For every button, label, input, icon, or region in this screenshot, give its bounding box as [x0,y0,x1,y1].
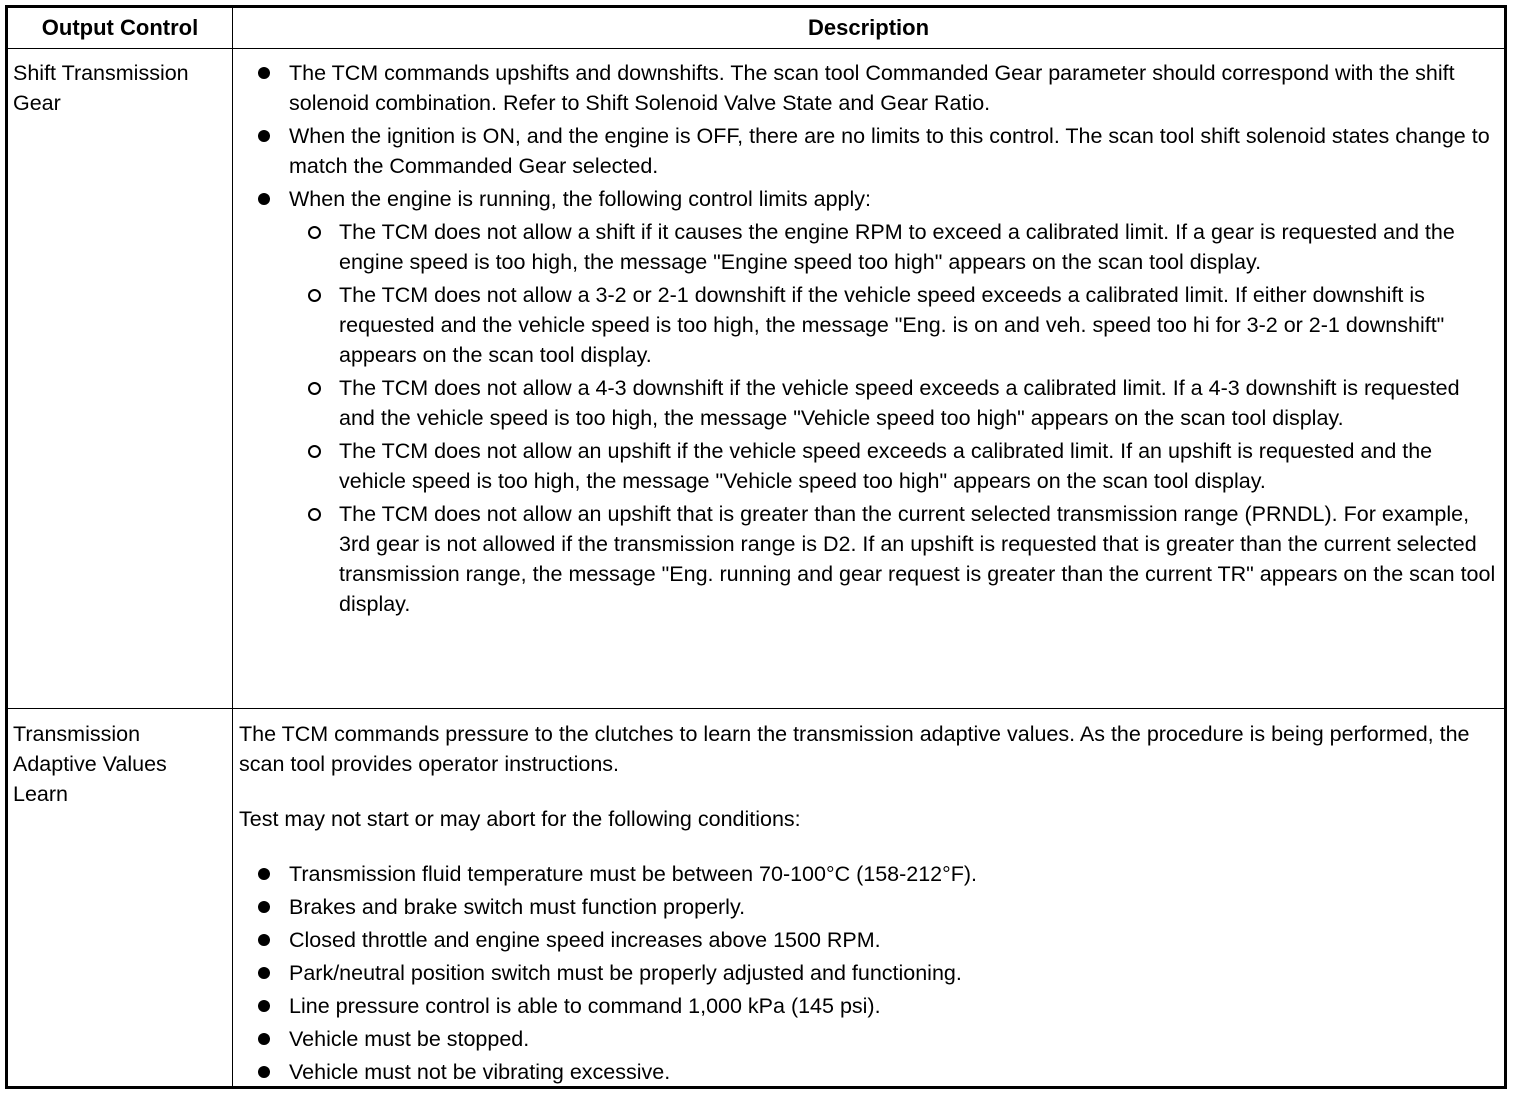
sub-list-item [239,499,1500,619]
sub-list-item [239,217,1500,277]
column-header-output-control: Output Control [41,15,199,40]
list-item [239,184,1500,214]
list-item [239,121,1500,181]
bullet-icon [258,1033,270,1045]
list-item-text: The TCM commands upshifts and downshifts. The scan tool Commanded Gear parameter should correspond with the shift solenoid combination. Refer to Shift Solenoid Valve State and Gear Ratio. [289,61,1455,115]
list-item-text: Brakes and brake switch must function properly. [289,895,746,919]
hollow-bullet-icon [308,508,321,521]
sub-list-item [239,436,1500,496]
sub-list-item-text: The TCM does not allow an upshift that is greater than the current selected transmission range (PRNDL). For example, 3rd gear is not allowed if the transmission range is D2. If an upshift is requested that is greater than the current selected transmission range, the message "Eng. running and gear request is greater than the current TR" appears on the scan tool display. [339,502,1496,616]
hollow-bullet-icon [308,226,321,239]
sub-list-item-text: The TCM does not allow a 4-3 downshift if the vehicle speed exceeds a calibrated limit. If a 4-3 downshift is requested and the vehicle speed is too high, the message "Vehicle speed too high" appears on the scan tool display. [339,376,1460,430]
row-divider [8,708,1504,709]
sub-list-item-text: The TCM does not allow a 3-2 or 2-1 downshift if the vehicle speed exceeds a calibrated limit. If either downshift is requested and the vehicle speed is too high, the message "Eng. is on and veh. speed too hi for 3-2 or 2-1 downshift" appears on the scan tool display. [339,283,1445,367]
bullet-icon [258,967,270,979]
bullet-icon [258,1000,270,1012]
conditions-intro: Test may not start or may abort for the following conditions: [239,807,801,831]
list-item-text: Closed throttle and engine speed increases above 1500 RPM. [289,928,881,952]
list-item [239,58,1500,118]
row-description-shift-transmission-gear [239,58,1500,622]
list-item [239,892,1500,922]
sub-list-item [239,280,1500,370]
column-divider [232,8,233,1086]
bullet-icon [258,1066,270,1078]
hollow-bullet-icon [308,289,321,302]
bullet-icon [258,67,270,79]
hollow-bullet-icon [308,445,321,458]
list-item [239,925,1500,955]
bullet-icon [258,901,270,913]
column-header-description: Description [807,15,930,40]
list-item [239,1057,1500,1087]
row-label-shift-transmission-gear: Shift Transmission Gear [13,61,189,115]
bullet-icon [258,868,270,880]
bullet-icon [258,193,270,205]
row-label-transmission-adaptive-values-learn: Transmission Adaptive Values Learn [13,722,167,806]
output-control-table [5,5,1507,1089]
sub-list-item-text: The TCM does not allow an upshift if the vehicle speed exceeds a calibrated limit. If an upshift is requested and the vehicle speed is too high, the message "Vehicle speed too high" appears on the scan tool display. [339,439,1433,493]
list-item-text: When the engine is running, the following control limits apply: [289,187,872,211]
list-item-text: When the ignition is ON, and the engine is OFF, there are no limits to this control. The scan tool shift solenoid states change to match the Commanded Gear selected. [289,124,1490,178]
sub-list-item [239,373,1500,433]
list-item-text: Park/neutral position switch must be properly adjusted and functioning. [289,961,962,985]
row-description-transmission-adaptive-values-learn [239,719,1500,1090]
sub-list-item-text: The TCM does not allow a shift if it causes the engine RPM to exceed a calibrated limit. If a gear is requested and the engine speed is too high, the message "Engine speed too high" appears on the scan tool display. [339,220,1455,274]
bullet-icon [258,130,270,142]
bullet-icon [258,934,270,946]
list-item-text: Line pressure control is able to command 1,000 kPa (145 psi). [289,994,881,1018]
hollow-bullet-icon [308,382,321,395]
list-item-text: Vehicle must be stopped. [289,1027,530,1051]
list-item [239,1024,1500,1054]
list-item-text: Transmission fluid temperature must be between 70-100°C (158-212°F). [289,862,977,886]
list-item [239,991,1500,1021]
intro-paragraph: The TCM commands pressure to the clutches to learn the transmission adaptive values. As the procedure is being performed, the scan tool provides operator instructions. [239,722,1470,776]
list-item [239,958,1500,988]
list-item [239,859,1500,889]
header-divider [8,48,1504,49]
list-item-text: Vehicle must not be vibrating excessive. [289,1060,671,1084]
